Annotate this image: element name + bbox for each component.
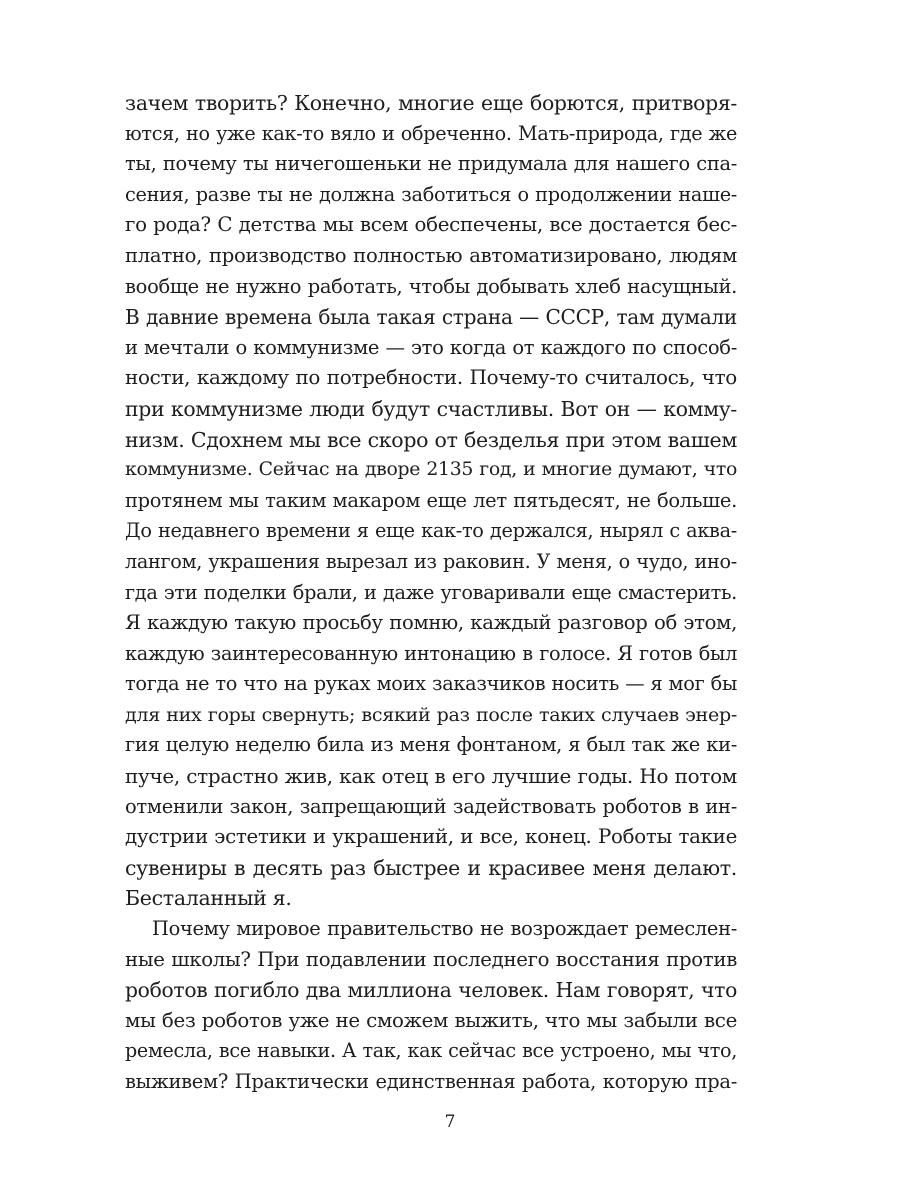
text-line: протянем мы таким макаром еще лет пятьдесят, не больше. xyxy=(125,488,737,512)
text-line: выживем? Практически единственная работа, которую пра- xyxy=(125,1070,737,1093)
text-line: Я каждую такую просьбу помню, каждый разговор об этом, xyxy=(125,611,737,635)
paragraph-1 xyxy=(125,88,737,914)
text-line: и мечтали о коммунизме — это когда от каждого по способ- xyxy=(125,335,737,359)
text-line: платно, производство полностью автоматизировано, людям xyxy=(125,243,737,267)
text-line: ности, каждому по потребности. Почему-то считалось, что xyxy=(125,366,737,390)
text-line: гия целую неделю била из меня фонтаном, я был так же ки- xyxy=(125,733,737,757)
text-line: низм. Сдохнем мы все скоро от безделья при этом вашем xyxy=(125,427,737,452)
text-line: пуче, страстно жив, как отец в его лучшие годы. Но потом xyxy=(125,764,737,789)
text-line: До недавнего времени я еще как-то держался, нырял с аква- xyxy=(125,519,737,543)
text-line: вообще не нужно работать, чтобы добывать хлеб насущный. xyxy=(125,274,737,298)
text-line: лангом, украшения вырезал из раковин. У меня, о чудо, ино- xyxy=(125,549,737,573)
text-line: мы без роботов уже не сможем выжить, что мы забыли все xyxy=(125,1008,737,1032)
text-line: тогда не то что на руках моих заказчиков носить — я мог бы xyxy=(125,672,737,696)
text-line: сувениры в десять раз быстрее и красивее меня делают. xyxy=(125,855,737,880)
text-line: Почему мировое правительство не возрождает ремеслен- xyxy=(152,917,737,941)
text-line: роботов погибло два миллиона человек. Нам говорят, что xyxy=(125,978,737,1003)
page-number: 7 xyxy=(444,1112,456,1132)
text-line: ются, но уже как-то вяло и обреченно. Мать-природа, где же xyxy=(125,121,737,145)
text-line: ные школы? При подавлении последнего восстания против xyxy=(125,947,737,971)
text-line: сения, разве ты не должна заботиться о продолжении наше- xyxy=(125,182,737,206)
text-line: для них горы свернуть; всякий раз после таких случаев энер- xyxy=(125,703,737,726)
text-line: ремесла, все навыки. А так, как сейчас все устроено, мы что, xyxy=(125,1039,737,1063)
text-line: каждую заинтересованную интонацию в голосе. Я готов был xyxy=(125,641,737,665)
text-line: дустрии эстетики и украшений, и все, конец. Роботы такие xyxy=(125,825,737,849)
body-text xyxy=(125,88,737,1098)
text-line: В давние времена была такая страна — СССР, там думали xyxy=(125,305,737,330)
text-line: коммунизме. Сейчас на дворе 2135 год, и многие думают, что xyxy=(125,459,737,481)
text-line: при коммунизме люди будут счастливы. Вот он — комму- xyxy=(125,396,737,421)
text-line: отменили закон, запрещающий задействовать роботов в ин- xyxy=(125,794,737,818)
text-line: Бесталанный я. xyxy=(125,886,292,911)
text-line: го рода? С детства мы всем обеспечены, все достается бес- xyxy=(125,213,737,237)
text-line: зачем творить? Конечно, многие еще борются, притворя- xyxy=(125,91,737,115)
text-line: ты, почему ты ничегошеньки не придумала для нашего спа- xyxy=(125,152,737,176)
text-line: гда эти поделки брали, и даже уговаривали еще смастерить. xyxy=(125,580,737,604)
paragraph-2 xyxy=(125,914,737,1098)
